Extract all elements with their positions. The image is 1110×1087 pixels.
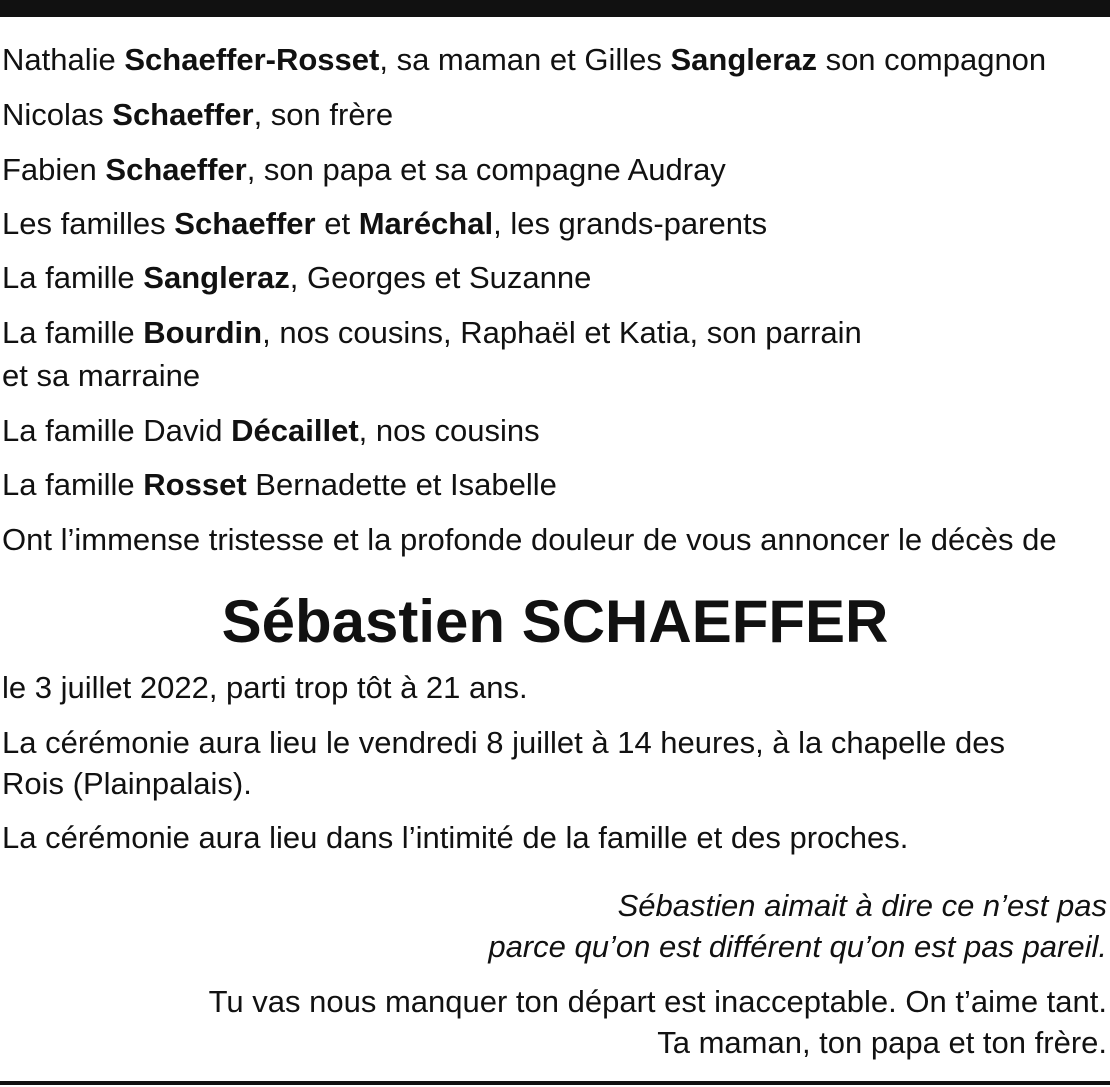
family-line bbox=[2, 356, 200, 396]
quote-line-1: Sébastien aimait à dire ce n’est pas bbox=[617, 888, 1107, 923]
ceremony-line-1: La cérémonie aura lieu le vendredi 8 juillet à 14 heures, à la chapelle des bbox=[2, 725, 1005, 760]
family-surname: Sangleraz bbox=[143, 260, 290, 295]
family-text: , sa maman et Gilles bbox=[379, 42, 671, 77]
family-text: La famille bbox=[2, 260, 144, 295]
family-line bbox=[2, 204, 767, 244]
family-surname: Bourdin bbox=[143, 315, 263, 350]
family-text: Nathalie bbox=[2, 42, 125, 77]
family-text: Fabien bbox=[2, 152, 106, 187]
family-line bbox=[2, 95, 393, 135]
family-text: , nos cousins bbox=[358, 413, 540, 448]
family-surname: Sangleraz bbox=[670, 42, 817, 77]
family-text: , les grands-parents bbox=[493, 206, 768, 241]
family-text: , nos cousins, Raphaël et Katia, son parrain bbox=[262, 315, 862, 350]
family-text: , Georges et Suzanne bbox=[289, 260, 592, 295]
family-text: La famille bbox=[2, 315, 144, 350]
family-line bbox=[2, 40, 1046, 80]
deceased-name: Sébastien SCHAEFFER bbox=[221, 588, 889, 655]
quote-line-2: parce qu’on est différent qu’on est pas pareil. bbox=[488, 929, 1107, 964]
family-text: , son papa et sa compagne Audray bbox=[246, 152, 726, 187]
family-text: La famille bbox=[2, 467, 144, 502]
family-surname: Décaillet bbox=[231, 413, 359, 448]
family-text: Les familles bbox=[2, 206, 175, 241]
family-surname: Schaeffer bbox=[112, 97, 254, 132]
closing-line-1: Tu vas nous manquer ton départ est inacceptable. On t’aime tant. bbox=[208, 984, 1107, 1019]
death-date-line: le 3 juillet 2022, parti trop tôt à 21 ans. bbox=[2, 670, 528, 705]
family-text: et sa marraine bbox=[2, 358, 201, 393]
intimacy-line: La cérémonie aura lieu dans l’intimité de la famille et des proches. bbox=[2, 820, 909, 855]
family-text: La famille David bbox=[2, 413, 232, 448]
family-text: Nicolas bbox=[2, 97, 113, 132]
family-text: Bernadette et Isabelle bbox=[246, 467, 557, 502]
family-line bbox=[2, 313, 862, 353]
top-border-rule bbox=[0, 0, 1110, 17]
family-line bbox=[2, 258, 591, 298]
family-surname: Schaeffer bbox=[105, 152, 247, 187]
family-surname: Maréchal bbox=[358, 206, 494, 241]
family-text: son compagnon bbox=[816, 42, 1047, 77]
family-text: , son frère bbox=[253, 97, 394, 132]
family-text: Ont l’immense tristesse et la profonde douleur de vous annoncer le décès de bbox=[2, 522, 1057, 557]
bottom-border-rule bbox=[0, 1081, 1110, 1085]
family-line bbox=[2, 411, 540, 451]
family-text: et bbox=[315, 206, 359, 241]
family-surname: Rosset bbox=[143, 467, 247, 502]
family-line bbox=[2, 150, 726, 190]
closing-line-2: Ta maman, ton papa et ton frère. bbox=[657, 1025, 1107, 1060]
family-line bbox=[2, 465, 557, 505]
family-line bbox=[2, 520, 1057, 560]
ceremony-line-2: Rois (Plainpalais). bbox=[2, 766, 252, 801]
family-surname: Schaeffer bbox=[174, 206, 316, 241]
family-surname: Schaeffer-Rosset bbox=[124, 42, 380, 77]
